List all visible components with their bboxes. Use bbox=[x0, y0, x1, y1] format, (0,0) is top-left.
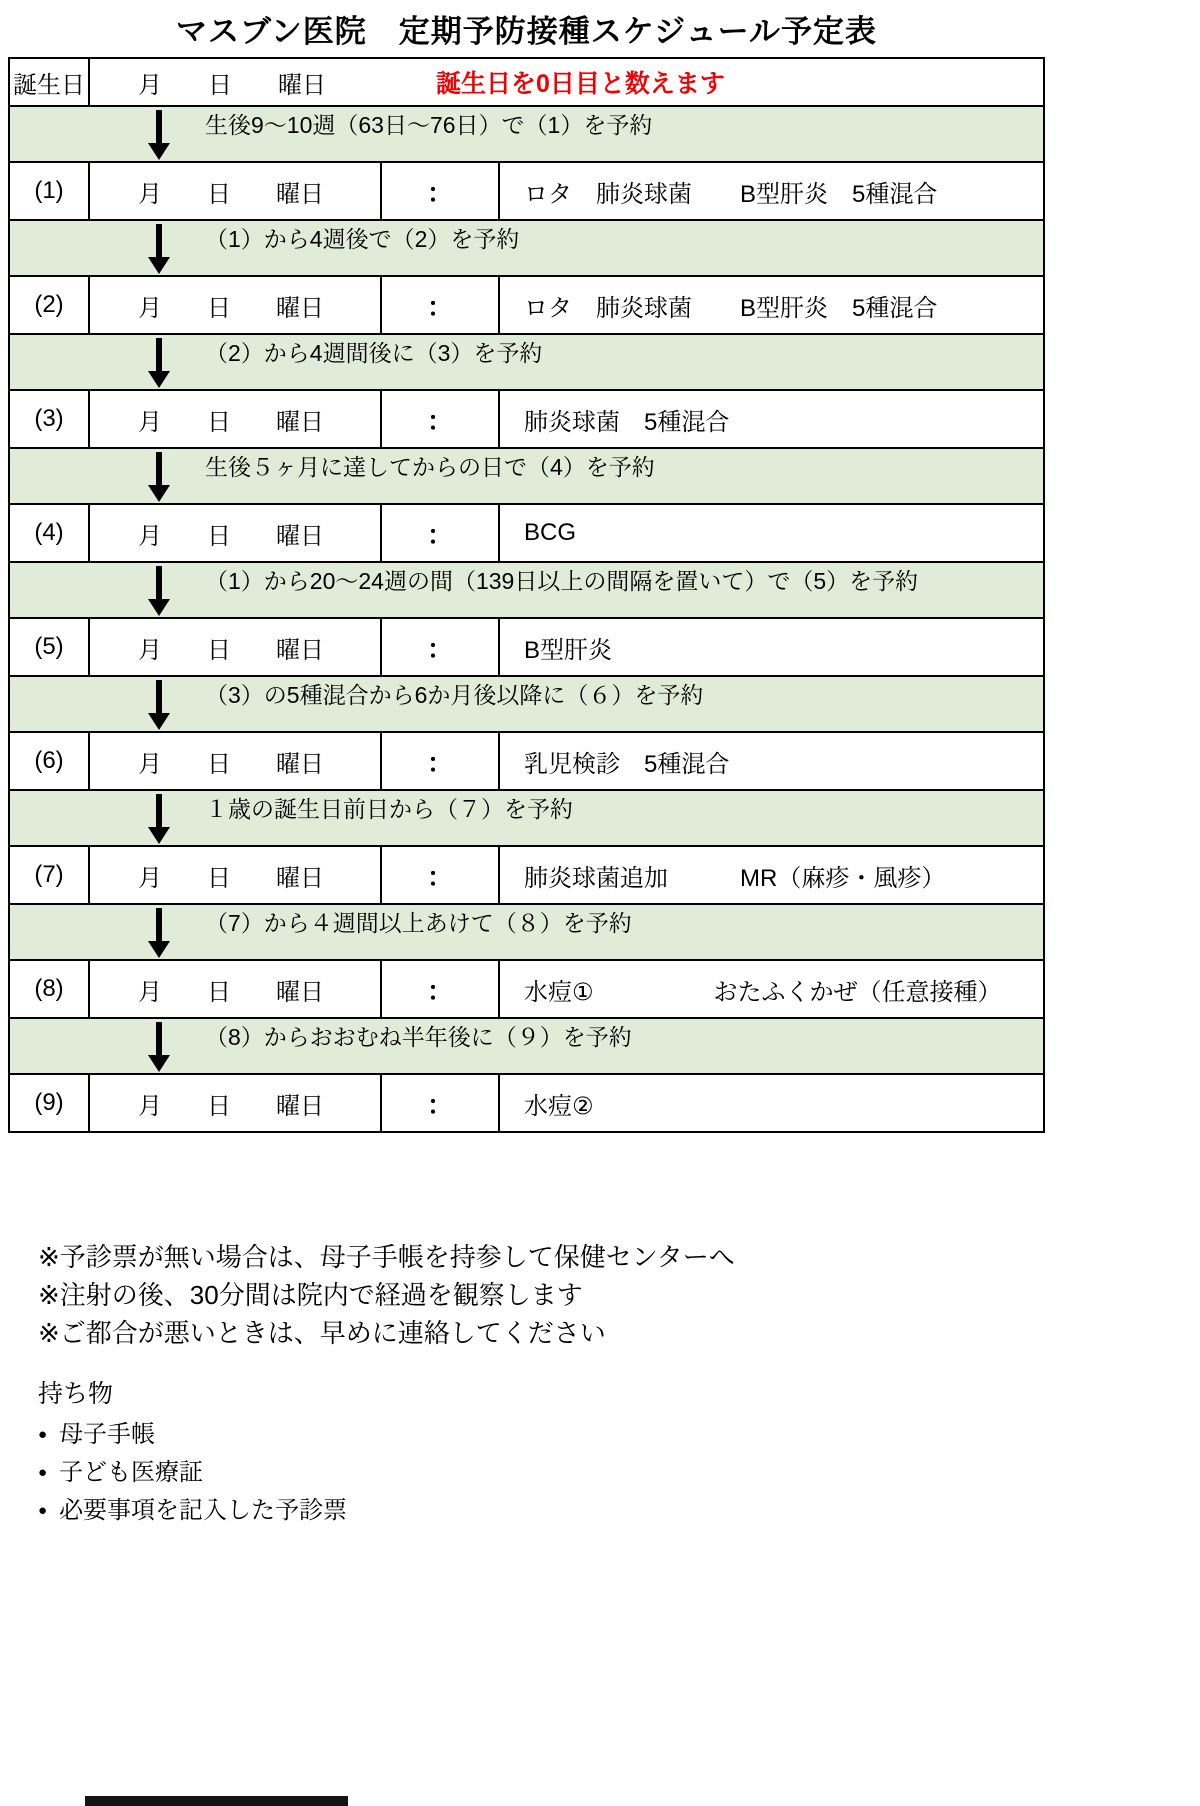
instruction-row bbox=[10, 105, 1043, 161]
day-label: 日 bbox=[208, 71, 232, 99]
down-arrow-icon bbox=[148, 338, 170, 390]
vaccine-names: B型肝炎 bbox=[524, 636, 613, 664]
entry-number: (1) bbox=[10, 163, 90, 219]
day-label: 日 bbox=[207, 750, 231, 778]
instruction-text: （1）から20～24週の間（139日以上の間隔を置いて）で（5）を予約 bbox=[205, 568, 919, 594]
bullet-icon: ● bbox=[38, 1426, 48, 1443]
note-line: ※ご都合が悪いときは、早めに連絡してください bbox=[38, 1318, 606, 1348]
instruction-text: 生後9～10週（63日～76日）で（1）を予約 bbox=[205, 112, 653, 138]
list-item bbox=[38, 1416, 347, 1454]
vaccine-names: BCG bbox=[524, 519, 577, 546]
vaccine-names: 水痘② bbox=[524, 1092, 594, 1120]
entry-date-cell bbox=[90, 391, 382, 447]
entry-date-cell bbox=[90, 619, 382, 675]
vaccine-names: ロタ 肺炎球菌 B型肝炎 5種混合 bbox=[524, 294, 938, 322]
instruction-row bbox=[10, 789, 1043, 845]
schedule-entry-row bbox=[10, 503, 1043, 561]
time-colon: ： bbox=[382, 391, 500, 447]
entry-date-cell bbox=[90, 733, 382, 789]
month-label: 月 bbox=[138, 978, 162, 1006]
schedule-entry-row bbox=[10, 275, 1043, 333]
instruction-row bbox=[10, 675, 1043, 731]
time-colon: ： bbox=[382, 505, 500, 561]
instruction-row bbox=[10, 447, 1043, 503]
schedule-entry-row bbox=[10, 731, 1043, 789]
birthday-count-note: 誕生日を0日目と数えます bbox=[436, 70, 725, 98]
time-colon: ： bbox=[382, 619, 500, 675]
schedule-entry-row bbox=[10, 959, 1043, 1017]
weekday-label: 曜日 bbox=[276, 1092, 324, 1120]
month-label: 月 bbox=[138, 636, 162, 664]
time-colon: ： bbox=[382, 733, 500, 789]
instruction-text: （8）からおおむね半年後に（９）を予約 bbox=[205, 1024, 632, 1050]
vaccine-names: 肺炎球菌 5種混合 bbox=[524, 408, 730, 436]
belonging-label: 母子手帳 bbox=[59, 1421, 156, 1448]
schedule-entry-row bbox=[10, 161, 1043, 219]
month-label: 月 bbox=[138, 71, 162, 99]
entry-number: (5) bbox=[10, 619, 90, 675]
instruction-row bbox=[10, 1017, 1043, 1073]
table-header-row bbox=[10, 59, 1043, 105]
entry-number: (3) bbox=[10, 391, 90, 447]
day-label: 日 bbox=[207, 864, 231, 892]
schedule-table bbox=[8, 57, 1045, 1133]
weekday-label: 曜日 bbox=[276, 750, 324, 778]
month-label: 月 bbox=[138, 1092, 162, 1120]
vaccine-names: 肺炎球菌追加 MR（麻疹・風疹） bbox=[524, 864, 946, 892]
down-arrow-icon bbox=[148, 110, 170, 162]
entry-number: (9) bbox=[10, 1075, 90, 1131]
day-label: 日 bbox=[207, 522, 231, 550]
month-label: 月 bbox=[138, 180, 162, 208]
entry-date-cell bbox=[90, 1075, 382, 1131]
list-item bbox=[38, 1492, 347, 1530]
entry-date-cell bbox=[90, 277, 382, 333]
cutoff-black-bar bbox=[85, 1796, 348, 1806]
entry-date-cell bbox=[90, 505, 382, 561]
weekday-label: 曜日 bbox=[276, 408, 324, 436]
month-label: 月 bbox=[138, 864, 162, 892]
time-colon: ： bbox=[382, 847, 500, 903]
instruction-row bbox=[10, 903, 1043, 959]
entry-date-cell bbox=[90, 847, 382, 903]
weekday-label: 曜日 bbox=[276, 636, 324, 664]
down-arrow-icon bbox=[148, 224, 170, 276]
belonging-label: 必要事項を記入した予診票 bbox=[59, 1497, 348, 1524]
instruction-row bbox=[10, 333, 1043, 389]
time-colon: ： bbox=[382, 163, 500, 219]
day-label: 日 bbox=[207, 408, 231, 436]
schedule-table-body bbox=[10, 105, 1043, 1131]
day-label: 日 bbox=[207, 294, 231, 322]
weekday-label: 曜日 bbox=[276, 864, 324, 892]
down-arrow-icon bbox=[148, 680, 170, 732]
weekday-label: 曜日 bbox=[276, 522, 324, 550]
instruction-row bbox=[10, 561, 1043, 617]
down-arrow-icon bbox=[148, 794, 170, 846]
vaccine-names: ロタ 肺炎球菌 B型肝炎 5種混合 bbox=[524, 180, 938, 208]
belongings-section bbox=[38, 1376, 347, 1530]
entry-number: (8) bbox=[10, 961, 90, 1017]
instruction-text: （1）から4週後で（2）を予約 bbox=[205, 226, 520, 252]
entry-date-cell bbox=[90, 961, 382, 1017]
entry-number: (6) bbox=[10, 733, 90, 789]
bullet-icon: ● bbox=[38, 1502, 48, 1519]
down-arrow-icon bbox=[148, 1022, 170, 1074]
page-title: マスブン医院 定期予防接種スケジュール予定表 bbox=[176, 14, 877, 49]
weekday-label: 曜日 bbox=[276, 180, 324, 208]
day-label: 日 bbox=[207, 636, 231, 664]
entry-date-cell bbox=[90, 163, 382, 219]
instruction-text: （2）から4週間後に（3）を予約 bbox=[205, 340, 543, 366]
month-label: 月 bbox=[138, 750, 162, 778]
down-arrow-icon bbox=[148, 452, 170, 504]
schedule-entry-row bbox=[10, 1073, 1043, 1131]
note-line: ※注射の後、30分間は院内で経過を観察します bbox=[38, 1280, 583, 1310]
month-label: 月 bbox=[138, 522, 162, 550]
time-colon: ： bbox=[382, 277, 500, 333]
instruction-row bbox=[10, 219, 1043, 275]
schedule-entry-row bbox=[10, 617, 1043, 675]
weekday-label: 曜日 bbox=[276, 978, 324, 1006]
instruction-text: １歳の誕生日前日から（７）を予約 bbox=[205, 796, 573, 822]
belonging-label: 子ども医療証 bbox=[59, 1459, 204, 1486]
weekday-label: 曜日 bbox=[276, 294, 324, 322]
bullet-icon: ● bbox=[38, 1464, 48, 1481]
vaccine-names: 乳児検診 5種混合 bbox=[524, 750, 730, 778]
down-arrow-icon bbox=[148, 908, 170, 960]
weekday-label: 曜日 bbox=[278, 71, 326, 99]
day-label: 日 bbox=[207, 978, 231, 1006]
month-label: 月 bbox=[138, 294, 162, 322]
time-colon: ： bbox=[382, 1075, 500, 1131]
schedule-entry-row bbox=[10, 845, 1043, 903]
instruction-text: （3）の5種混合から6か月後以降に（６）を予約 bbox=[205, 682, 704, 708]
notes-section bbox=[38, 1238, 735, 1352]
day-label: 日 bbox=[207, 180, 231, 208]
day-label: 日 bbox=[207, 1092, 231, 1120]
entry-number: (7) bbox=[10, 847, 90, 903]
down-arrow-icon bbox=[148, 566, 170, 618]
entry-number: (2) bbox=[10, 277, 90, 333]
month-label: 月 bbox=[138, 408, 162, 436]
vaccine-names: 水痘① おたふくかぜ（任意接種） bbox=[524, 978, 1002, 1006]
instruction-text: （7）から４週間以上あけて（８）を予約 bbox=[205, 910, 632, 936]
time-colon: ： bbox=[382, 961, 500, 1017]
belongings-title: 持ち物 bbox=[38, 1380, 114, 1408]
birthday-label: 誕生日 bbox=[10, 59, 90, 105]
instruction-text: 生後５ヶ月に達してからの日で（4）を予約 bbox=[205, 454, 655, 480]
header-date-cell bbox=[90, 59, 382, 105]
schedule-entry-row bbox=[10, 389, 1043, 447]
entry-number: (4) bbox=[10, 505, 90, 561]
note-line: ※予診票が無い場合は、母子手帳を持参して保健センターへ bbox=[38, 1242, 735, 1272]
list-item bbox=[38, 1454, 347, 1492]
